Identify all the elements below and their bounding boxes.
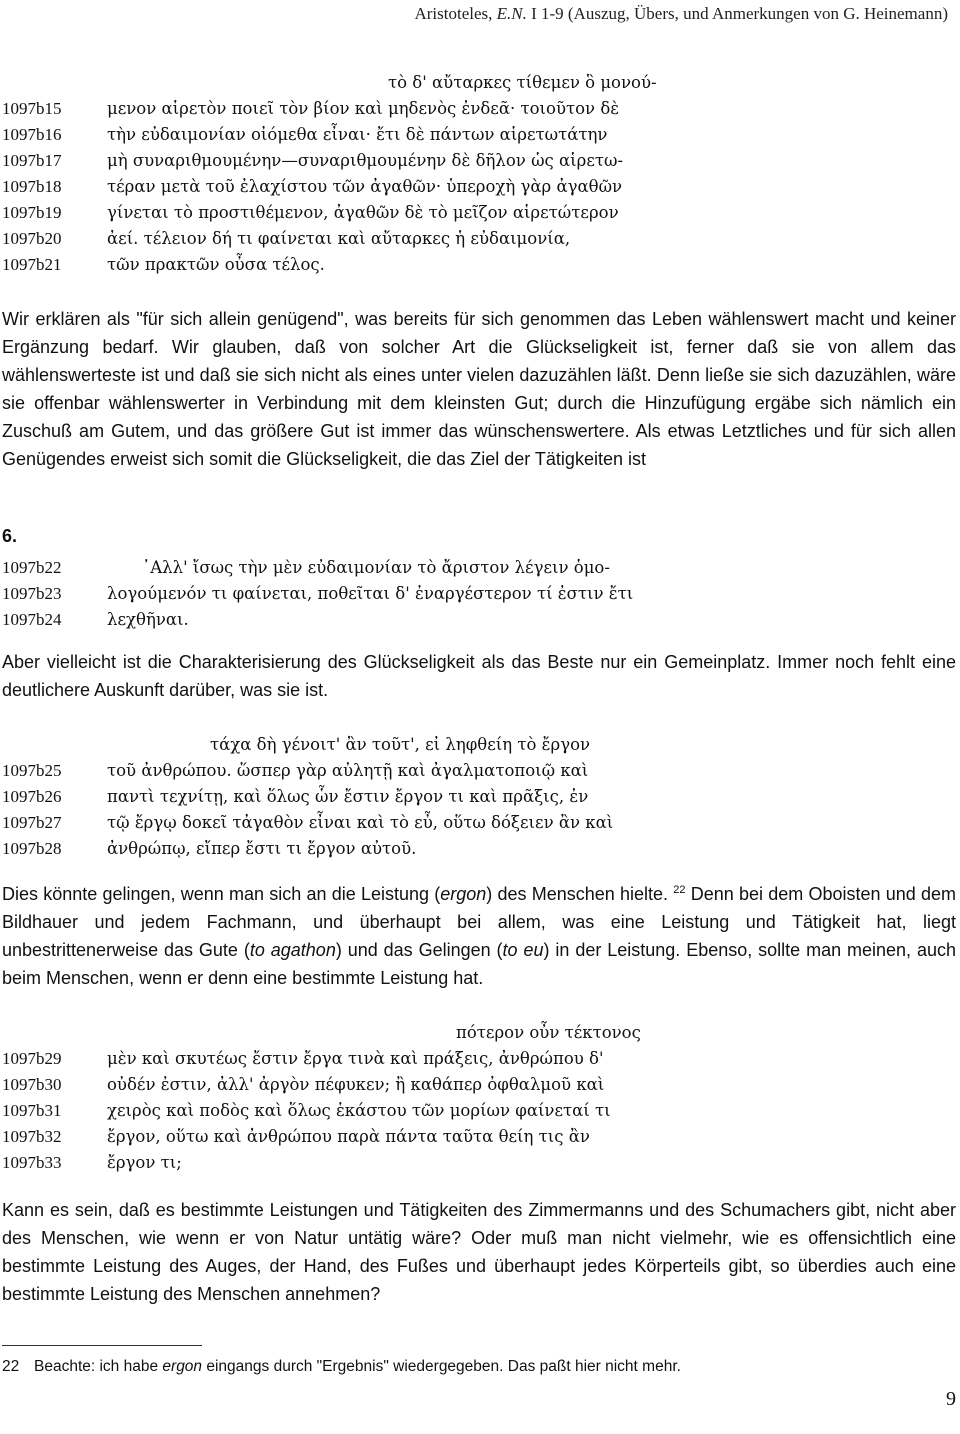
greek-text: τάχα δὴ γένοιτ' ἂν τοῦτ', εἰ ληφθείη τὸ ἔργον [210, 735, 591, 754]
greek-text: τὸ δ' αὔταρκες τίθεμεν ὃ μονού- [388, 73, 657, 92]
section-number: 6. [2, 526, 18, 546]
t3-part-c: Denn bei dem Oboisten und dem Bildhauer und jedem Fachmann, und überhaupt bei allem, was eine Leistung und Tätigkeit hat, liegt unbestrittenerweise das Gute ( [2, 884, 956, 960]
greek-block-1 [2, 70, 958, 278]
greek-line [2, 174, 958, 200]
header-rest: I 1-9 (Auszug, Übers, und Anmerkungen von G. Heinemann) [526, 4, 948, 23]
greek-line [2, 555, 958, 581]
greek-line [2, 1020, 958, 1046]
footnote [2, 1358, 681, 1376]
term-to-eu: to eu [502, 940, 544, 960]
greek-text: τῷ ἔργῳ δοκεῖ τἀγαθὸν εἶναι καὶ τὸ εὖ, οὕτω δόξειεν ἂν καὶ [107, 813, 614, 832]
footnote-ref[interactable]: 22 [673, 884, 686, 896]
greek-block-3 [2, 732, 958, 862]
bekker-ref: 1097b31 [2, 1101, 62, 1120]
greek-line [2, 96, 958, 122]
greek-line [2, 226, 958, 252]
greek-text: ἀνθρώπῳ, εἴπερ ἔστι τι ἔργον αὐτοῦ. [107, 839, 417, 858]
t3-part-d: ) und das Gelingen ( [335, 940, 503, 960]
greek-block-2 [2, 555, 958, 633]
greek-line [2, 148, 958, 174]
greek-text: τέραν μετὰ τοῦ ἐλαχίστου τῶν ἀγαθῶν· ὑπεροχὴ γὰρ ἀγαθῶν [107, 177, 623, 196]
header-work: E.N. [496, 4, 527, 23]
greek-text: τοῦ ἀνθρώπου. ὥσπερ γὰρ αὐλητῇ καὶ ἀγαλματοποιῷ καὶ [107, 761, 589, 780]
header-author: Aristoteles, [414, 4, 497, 23]
greek-line [2, 252, 958, 278]
bekker-ref: 1097b18 [2, 177, 62, 196]
bekker-ref: 1097b26 [2, 787, 62, 806]
greek-text: ἀεί. τέλειον δή τι φαίνεται καὶ αὔταρκες ἡ εὐδαιμονία, [107, 229, 571, 248]
t3-part-e: ) in der Leistung. Ebenso, sollte man meinen, auch beim Menschen, wenn er denn eine bestimmte Leistung hat. [2, 940, 956, 988]
bekker-ref: 1097b25 [2, 761, 62, 780]
t3-part-a: Dies könnte gelingen, wenn man sich an die Leistung ( [2, 884, 441, 904]
bekker-ref: 1097b28 [2, 839, 62, 858]
term-to-agathon: to agathon [249, 940, 336, 960]
translation-paragraph-3 [2, 880, 956, 992]
translation-paragraph-1: Wir erklären als "für sich allein genügend", was bereits für sich genommen das Leben wählenswert macht und keiner Ergänzung bedarf. Wir glauben, daß von solcher Art die Glückseligkeit ist, ferner daß sie von allem das wählenswerteste ist und daß sie sich nicht als eines unter vielen dazuzählen läßt. Denn ließe sie sich dazuzählen, wäre sie offenbar wählenswerter in Verbindung mit dem kleinsten Gut; durch die Hinzufügung ergäbe sich nämlich ein Zuschuß am Gutem, und das größere Gut ist immer das wünschenswertere. Als etwas Letztliches und für sich allen Genügendes erweist sich somit die Glückseligkeit, die das Ziel der Tätigkeiten ist [2, 309, 956, 469]
greek-line [2, 1124, 958, 1150]
translation-paragraph-4: Kann es sein, daß es bestimmte Leistungen und Tätigkeiten des Zimmermanns und des Schumachers gibt, nicht aber des Menschen, wie wenn er von Natur untätig wäre? Oder muß man nicht vielmehr, wie es offensichtlich eine bestimmte Leistung des Auges, der Hand, des Fußes und überhaupt jedes Körperteils gibt, so überdies auch eine bestimmte Leistung des Menschen annehmen? [2, 1200, 956, 1304]
greek-line [2, 1072, 958, 1098]
greek-line [2, 836, 958, 862]
bekker-ref: 1097b20 [2, 229, 62, 248]
bekker-ref: 1097b17 [2, 151, 62, 170]
bekker-ref: 1097b21 [2, 255, 62, 274]
greek-line [2, 70, 958, 96]
greek-line [2, 784, 958, 810]
greek-line [2, 732, 958, 758]
greek-line [2, 1046, 958, 1072]
bekker-ref: 1097b33 [2, 1153, 62, 1172]
bekker-ref: 1097b19 [2, 203, 62, 222]
footnote-part-b: eingangs durch "Ergebnis" wiedergegeben. Das paßt hier nicht mehr. [202, 1358, 681, 1375]
greek-text: ᾿Αλλ' ἴσως τὴν μὲν εὐδαιμονίαν τὸ ἄριστον λέγειν ὁμο- [142, 558, 610, 577]
bekker-ref: 1097b23 [2, 584, 62, 603]
greek-text: πότερον οὖν τέκτονος [456, 1023, 641, 1042]
bekker-ref: 1097b16 [2, 125, 62, 144]
greek-line [2, 1150, 958, 1176]
greek-text: τῶν πρακτῶν οὖσα τέλος. [107, 255, 325, 274]
greek-text: γίνεται τὸ προστιθέμενον, ἀγαθῶν δὲ τὸ μεῖζον αἱρετώτερον [107, 203, 619, 222]
bekker-ref: 1097b24 [2, 610, 62, 629]
greek-text: χειρὸς καὶ ποδὸς καὶ ὅλως ἑκάστου τῶν μορίων φαίνεταί τι [107, 1101, 611, 1120]
greek-text: ἔργον τι; [107, 1153, 182, 1172]
greek-text: μὲν καὶ σκυτέως ἔστιν ἔργα τινὰ καὶ πράξεις, ἀνθρώπου δ' [107, 1049, 604, 1068]
greek-text: οὐδέν ἐστιν, ἀλλ' ἀργὸν πέφυκεν; ἢ καθάπερ ὀφθαλμοῦ καὶ [107, 1075, 605, 1094]
greek-text: λογούμενόν τι φαίνεται, ποθεῖται δ' ἐναργέστερον τί ἐστιν ἔτι [107, 584, 634, 603]
translation-paragraph-2: Aber vielleicht ist die Charakterisierung des Glückseligkeit als das Beste nur ein Gemeinplatz. Immer noch fehlt eine deutlichere Auskunft darüber, was sie ist. [2, 652, 956, 700]
bekker-ref: 1097b22 [2, 558, 62, 577]
bekker-ref: 1097b29 [2, 1049, 62, 1068]
greek-block-4 [2, 1020, 958, 1176]
greek-line [2, 810, 958, 836]
greek-text: παντὶ τεχνίτῃ, καὶ ὅλως ὧν ἔστιν ἔργον τι καὶ πρᾶξις, ἐν [107, 787, 589, 806]
bekker-ref: 1097b27 [2, 813, 62, 832]
greek-line [2, 758, 958, 784]
term-ergon: ergon [440, 884, 487, 904]
bekker-ref: 1097b30 [2, 1075, 62, 1094]
greek-line [2, 122, 958, 148]
t3-part-b: ) des Menschen hielte. [486, 884, 674, 904]
footnote-divider [2, 1345, 202, 1346]
greek-text: μενον αἱρετὸν ποιεῖ τὸν βίον καὶ μηδενὸς ἐνδεᾶ· τοιοῦτον δὲ [107, 99, 620, 118]
bekker-ref: 1097b32 [2, 1127, 62, 1146]
bekker-ref: 1097b15 [2, 99, 62, 118]
page-number: 9 [946, 1388, 956, 1410]
running-header [414, 4, 948, 24]
greek-line [2, 607, 958, 633]
greek-line [2, 581, 958, 607]
greek-text: λεχθῆναι. [107, 610, 189, 629]
greek-text: τὴν εὐδαιμονίαν οἰόμεθα εἶναι· ἔτι δὲ πάντων αἱρετωτάτην [107, 125, 608, 144]
greek-line [2, 200, 958, 226]
footnote-part-a: Beachte: ich habe [34, 1358, 163, 1375]
greek-line [2, 1098, 958, 1124]
footnote-number: 22 [2, 1358, 20, 1375]
footnote-term-ergon: ergon [162, 1358, 203, 1375]
greek-text: μὴ συναριθμουμένην—συναριθμουμένην δὲ δῆλον ὡς αἱρετω- [107, 151, 624, 170]
greek-text: ἔργον, οὕτω καὶ ἀνθρώπου παρὰ πάντα ταῦτα θείη τις ἂν [107, 1127, 590, 1146]
